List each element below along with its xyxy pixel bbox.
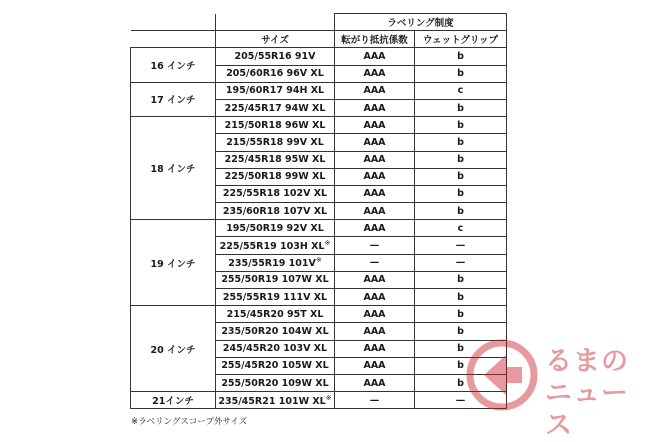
tire-size-text: 225/50R18 99W XL [224, 171, 326, 183]
rim-size-group-label: 17 インチ [131, 82, 216, 116]
wet-grip-grade: — [415, 237, 507, 254]
tire-labeling-table [130, 13, 507, 409]
tire-size-cell [216, 306, 335, 323]
table-row [131, 117, 507, 134]
tire-size-text: 235/55R19 101V [228, 258, 316, 270]
wet-grip-grade: b [415, 117, 507, 134]
tire-size-cell [216, 323, 335, 340]
tire-size-text: 225/55R19 103H XL [219, 241, 325, 253]
out-of-scope-note-mark: ※ [315, 256, 322, 265]
tire-size-cell [216, 340, 335, 357]
logo-text-line2: ニュース [545, 378, 629, 441]
wet-grip-grade: — [415, 392, 507, 409]
rolling-resistance-grade: AAA [335, 151, 415, 168]
table-row [131, 306, 507, 323]
rolling-resistance-grade: — [335, 237, 415, 254]
tire-size-text: 255/50R20 109W XL [221, 377, 329, 389]
wet-grip-grade: b [415, 48, 507, 65]
out-of-scope-note-mark: ※ [324, 238, 331, 247]
wet-grip-grade: b [415, 323, 507, 340]
wet-grip-grade: b [415, 185, 507, 202]
tire-size-text: 195/60R17 94H XL [225, 85, 325, 97]
tire-size-text: 215/55R18 99V XL [226, 136, 324, 148]
tire-size-text: 235/45R21 101W XL [218, 395, 326, 407]
table-body [131, 48, 507, 409]
kurumano-news-logo-text [545, 346, 650, 442]
rolling-resistance-grade: AAA [335, 65, 415, 82]
tire-size-cell [216, 392, 335, 409]
rim-size-group-label: 16 インチ [131, 48, 216, 82]
wet-grip-grade: b [415, 374, 507, 391]
header-row-group [131, 14, 507, 31]
rolling-resistance-grade: AAA [335, 374, 415, 391]
rolling-resistance-grade: AAA [335, 117, 415, 134]
table-row [131, 392, 507, 409]
tire-size-cell [216, 271, 335, 288]
rim-size-group-label: 20 インチ [131, 306, 216, 392]
labeling-system-header: ラベリング制度 [335, 14, 507, 31]
tire-size-text: 215/45R20 95T XL [226, 308, 324, 320]
wet-grip-grade: b [415, 357, 507, 374]
wet-grip-grade: c [415, 82, 507, 99]
wet-grip-grade: b [415, 203, 507, 220]
rolling-resistance-grade: AAA [335, 82, 415, 99]
tire-size-cell [216, 168, 335, 185]
tire-size-cell [216, 374, 335, 391]
footnote: ※ラベリングスコープ外サイズ [131, 417, 248, 427]
rolling-resistance-grade: AAA [335, 168, 415, 185]
table-row [131, 48, 507, 65]
tire-size-text: 235/60R18 107V XL [222, 205, 328, 217]
tire-size-cell [216, 289, 335, 306]
tire-size-cell [216, 254, 335, 271]
wet-grip-grade: c [415, 220, 507, 237]
wet-grip-grade: b [415, 289, 507, 306]
tire-size-cell [216, 357, 335, 374]
rolling-resistance-grade: AAA [335, 289, 415, 306]
wet-grip-grade: b [415, 340, 507, 357]
rolling-resistance-grade: — [335, 254, 415, 271]
rolling-resistance-grade: AAA [335, 185, 415, 202]
wet-grip-column-header: ウェットグリップ [415, 31, 507, 48]
tire-size-text: 205/60R16 96V XL [226, 68, 324, 80]
rolling-resistance-grade: AAA [335, 271, 415, 288]
tire-size-text: 215/50R18 96W XL [224, 119, 326, 131]
rim-size-group-label: 19 インチ [131, 220, 216, 306]
rolling-resistance-grade: — [335, 392, 415, 409]
wet-grip-grade: b [415, 99, 507, 116]
wet-grip-grade: b [415, 306, 507, 323]
header-blank-cell [131, 14, 216, 31]
wet-grip-grade: b [415, 151, 507, 168]
rolling-resistance-grade: AAA [335, 134, 415, 151]
tire-size-text: 225/45R17 94W XL [224, 102, 326, 114]
tire-size-text: 235/50R20 104W XL [221, 325, 329, 337]
out-of-scope-note-mark: ※ [325, 393, 332, 402]
tire-size-cell [216, 65, 335, 82]
header-blank-cell [216, 14, 335, 31]
tire-size-text: 255/55R19 111V XL [222, 291, 328, 303]
tire-size-cell [216, 48, 335, 65]
rolling-resistance-grade: AAA [335, 203, 415, 220]
rim-size-group-label: 21インチ [131, 392, 216, 409]
logo-text-line1: るまの [545, 346, 629, 377]
rolling-resistance-grade: AAA [335, 323, 415, 340]
table-row [131, 220, 507, 237]
tire-size-text: 195/50R19 92V XL [226, 222, 324, 234]
wet-grip-grade: b [415, 168, 507, 185]
rolling-resistance-grade: AAA [335, 306, 415, 323]
rolling-resistance-grade: AAA [335, 48, 415, 65]
tire-size-cell [216, 220, 335, 237]
wet-grip-grade: b [415, 271, 507, 288]
rim-size-group-label: 18 インチ [131, 117, 216, 220]
rolling-resistance-grade: AAA [335, 220, 415, 237]
header-row-columns [131, 31, 507, 48]
header-blank-cell [131, 31, 216, 48]
tire-size-cell [216, 203, 335, 220]
table-row [131, 82, 507, 99]
tire-size-cell [216, 99, 335, 116]
tire-size-text: 205/55R16 91V [234, 50, 316, 62]
rolling-resistance-grade: AAA [335, 99, 415, 116]
tire-size-text: 255/45R20 105W XL [221, 360, 329, 372]
tire-size-cell [216, 151, 335, 168]
tire-size-text: 245/45R20 103V XL [222, 343, 328, 355]
wet-grip-grade: — [415, 254, 507, 271]
tire-size-cell [216, 117, 335, 134]
tire-size-text: 225/55R18 102V XL [222, 188, 328, 200]
size-column-header: サイズ [216, 31, 335, 48]
wet-grip-grade: b [415, 134, 507, 151]
wet-grip-grade: b [415, 65, 507, 82]
tire-size-text: 225/45R18 95W XL [224, 154, 326, 166]
rolling-resistance-grade: AAA [335, 340, 415, 357]
tire-size-cell [216, 237, 335, 254]
tire-size-text: 255/50R19 107W XL [221, 274, 329, 286]
tire-size-cell [216, 134, 335, 151]
tire-size-cell [216, 185, 335, 202]
rolling-resistance-column-header: 転がり抵抗係数 [335, 31, 415, 48]
tire-size-cell [216, 82, 335, 99]
rolling-resistance-grade: AAA [335, 357, 415, 374]
